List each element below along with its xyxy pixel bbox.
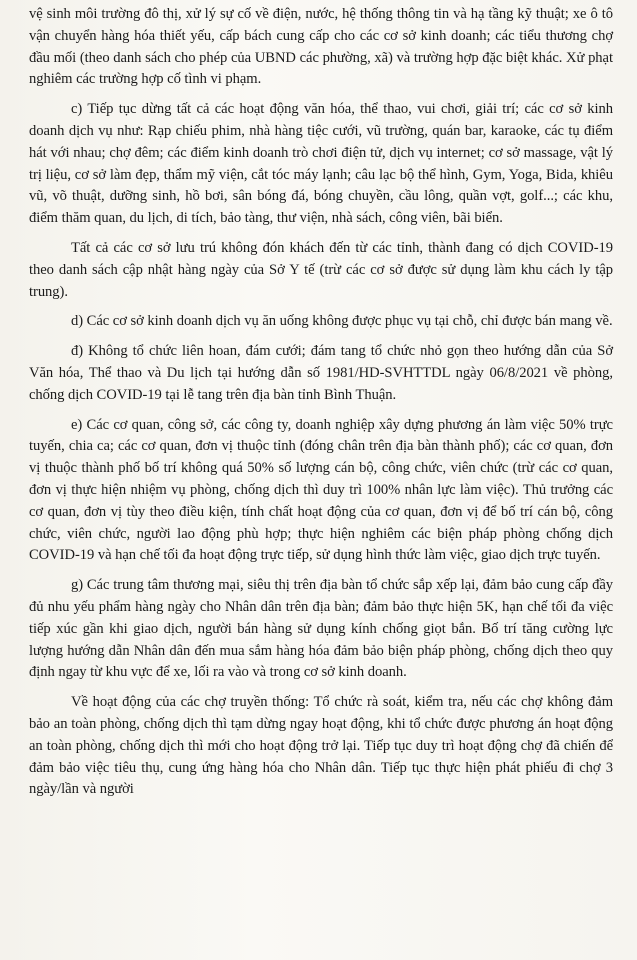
paragraph-accommodation: Tất cả các cơ sở lưu trú không đón khách đến từ các tỉnh, thành đang có dịch COVID-19 theo danh sách cập nhật hàng ngày của Sở Y tế (trừ các cơ sở được sử dụng làm khu cách ly tập trung). [29,239,613,300]
paragraph-markets: Về hoạt động của các chợ truyền thống: Tổ chức rà soát, kiểm tra, nếu các chợ không đảm bảo an toàn phòng, chống dịch thì tạm dừng ngay hoạt động, khi tổ chức được phương án hoạt động an toàn phòng, chống dịch thì mới cho hoạt động trở lại. Tiếp tục duy trì hoạt động chợ đã chiến để đảm bảo việc tiêu thụ, cung ứng hàng hóa cho Nhân dân. Tiếp tục thực hiện phát phiếu đi chợ 3 ngày/lần và người [29,694,613,798]
paragraph-continuation: vệ sinh môi trường đô thị, xử lý sự cố về điện, nước, hệ thống thông tin và hạ tầng kỹ thuật; xe ô tô vận chuyển hàng hóa thiết yếu, cấp bách cung cấp cho các cơ sở kinh doanh; các tiểu thương chợ đầu mối (theo danh sách cho phép của UBND các phường, xã) và trường hợp đặc biệt khác. Xử phạt nghiêm các trường hợp cố tình vi phạm. [29,6,613,88]
paragraph-d: d) Các cơ sở kinh doanh dịch vụ ăn uống không được phục vụ tại chỗ, chỉ được bán mang về. [71,313,613,330]
paragraph-e: e) Các cơ quan, công sở, các công ty, doanh nghiệp xây dựng phương án làm việc 50% trực tuyến, chia ca; các cơ quan, đơn vị thuộc tỉnh (đóng chân trên địa bàn thành phố); các cơ quan, đơn vị thuộc thành phố bố trí không quá 50% số lượng cán bộ, công chức, viên chức (trừ các cơ quan, đơn vị thực hiện nhiệm vụ phòng, chống dịch thì duy trì 100% nhân lực làm việc). Thủ trưởng các cơ quan, đơn vị tùy theo điều kiện, tính chất hoạt động của cơ quan, đơn vị để bố trí cán bộ, công chức, viên chức, người lao động phù hợp; thực hiện nghiêm các biện pháp phòng chống dịch COVID-19 và hạn chế tối đa hoạt động trực tiếp, sử dụng hình thức làm việc, giao dịch trực tuyến. [29,416,613,564]
paragraph-dd: đ) Không tổ chức liên hoan, đám cưới; đám tang tổ chức nhỏ gọn theo hướng dẫn của Sở Văn hóa, Thể thao và Du lịch tại hướng dẫn số 1981/HD-SVHTTDL ngày 06/8/2021 về phòng, chống dịch COVID-19 tại lễ tang trên địa bàn tỉnh Bình Thuận. [29,343,613,403]
paragraph-c: c) Tiếp tục dừng tất cả các hoạt động văn hóa, thể thao, vui chơi, giải trí; các cơ sở kinh doanh dịch vụ như: Rạp chiếu phim, nhà hàng tiệc cưới, vũ trường, quán bar, karaoke, các tụ điểm hát với nhau; chợ đêm; các điểm kinh doanh trò chơi điện tử, dịch vụ internet; cơ sở massage, vật lý trị liệu, cơ sở làm đẹp, thẩm mỹ viện, cắt tóc máy lạnh; câu lạc bộ thể hình, Gym, Yoga, Bida, khiêu vũ, võ thuật, dưỡng sinh, hồ bơi, sân bóng đá, bóng chuyền, cầu lông, quần vợt, golf...; các khu, điểm thăm quan, du lịch, di tích, bảo tàng, thư viện, nhà sách, công viên, bãi biển. [29,101,613,227]
paragraph-g: g) Các trung tâm thương mại, siêu thị trên địa bàn tổ chức sắp xếp lại, đảm bảo cung cấp đầy đủ nhu yếu phẩm hàng ngày cho Nhân dân trên địa bàn; đảm bảo thực hiện 5K, hạn chế tối đa việc tiếp xúc gần khi giao dịch, người bán hàng sử dụng kính chống giọt bắn. Bố trí tăng cường lực lượng hướng dẫn Nhân dân đến mua sắm hàng hóa đảm bảo biện pháp phòng, chống dịch theo quy định ngay từ khu vực để xe, lối ra vào và trong cơ sở kinh doanh. [29,577,613,681]
